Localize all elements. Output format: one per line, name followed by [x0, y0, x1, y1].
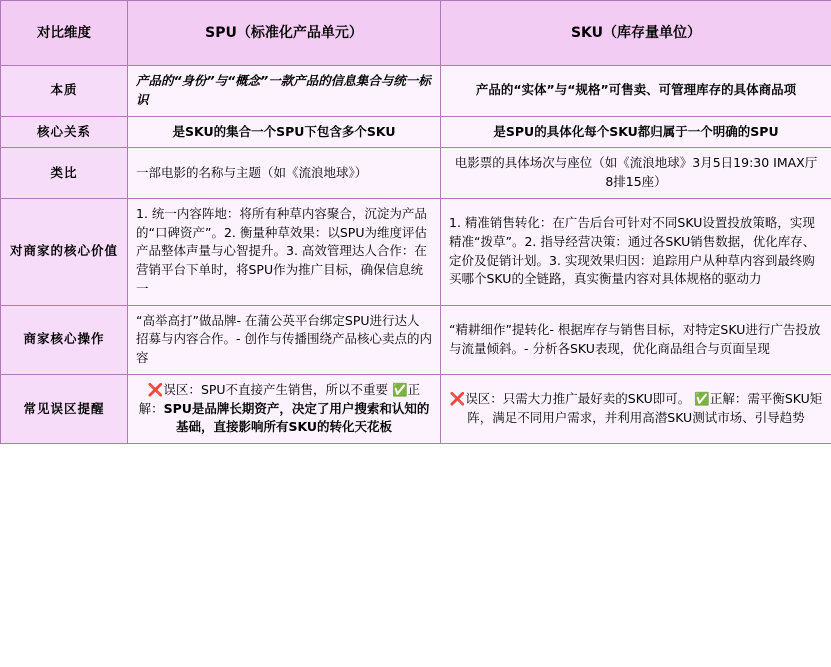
sku-correct-text: 需平衡SKU矩阵，满足不同用户需求，并利用高潜SKU测试市场、引导趋势	[467, 391, 823, 425]
table-header-row	[1, 1, 831, 66]
check-icon: ✅	[392, 381, 408, 397]
sku-mistake-text: 只需大力推广最好卖的SKU即可。	[502, 391, 691, 407]
column-header-dimension: 对比维度	[1, 1, 128, 66]
row-label-core-relation: 核心关系	[1, 116, 128, 148]
row-label-core-operation: 商家核心操作	[1, 305, 128, 374]
cell-sku-core-value: 1. 精准销售转化：在广告后台可针对不同SKU设置投放策略，实现精准“拨草”。2. 指导经营决策：通过各SKU销售数据，优化库存、定价及促销计划。3. 实现效果归因：追踪用户从种草内容到最终购买哪个SKU的全链路，真实衡量内容对具体规格的驱动力	[441, 198, 831, 305]
cell-spu-analogy: 一部电影的名称与主题（如《流浪地球》）	[128, 148, 441, 199]
spu-mistake-text: SPU不直接产生销售，所以不重要	[200, 381, 389, 397]
cell-spu-common-mistakes	[128, 374, 441, 443]
table-row	[1, 116, 831, 148]
cell-spu-core-operation: “高举高打”做品牌- 在蒲公英平台绑定SPU进行达人招募与内容合作。- 创作与传播围绕产品核心卖点的内容	[128, 305, 441, 374]
row-label-core-value: 对商家的核心价值	[1, 198, 128, 305]
table-row	[1, 305, 831, 374]
cell-sku-essence: 产品的“实体”与“规格”可售卖、可管理库存的具体商品项	[441, 66, 831, 117]
sku-mistake-label: 误区：	[465, 391, 503, 407]
cell-spu-core-relation: 是SKU的集合一个SPU下包含多个SKU	[128, 116, 441, 148]
spu-correct-text: SPU是品牌长期资产，决定了用户搜索和认知的基础，直接影响所有SKU的转化天花板	[163, 400, 430, 435]
cell-spu-essence: 产品的“身份”与“概念”一款产品的信息集合与统一标识	[128, 66, 441, 117]
table-row	[1, 374, 831, 443]
column-header-spu: SPU（标准化产品单元）	[128, 1, 441, 66]
check-icon: ✅	[694, 391, 710, 407]
row-label-analogy: 类比	[1, 148, 128, 199]
cross-icon: ❌	[449, 391, 466, 407]
row-label-essence: 本质	[1, 66, 128, 117]
table-row	[1, 66, 831, 117]
table-row	[1, 198, 831, 305]
cell-sku-common-mistakes	[441, 374, 831, 443]
spu-mistake-label: 误区：	[163, 381, 201, 397]
row-label-common-mistakes: 常见误区提醒	[1, 374, 128, 443]
cell-sku-analogy: 电影票的具体场次与座位（如《流浪地球》3月5日19:30 IMAX厅 8排15座）	[441, 148, 831, 199]
cell-spu-core-value: 1. 统一内容阵地：将所有种草内容聚合，沉淀为产品的“口碑资产”。2. 衡量种草效果：以SPU为维度评估产品整体声量与心智提升。3. 高效管理达人合作：在营销平台下单时，将SPU作为推广目标，确保信息统一	[128, 198, 441, 305]
cell-sku-core-relation: 是SPU的具体化每个SKU都归属于一个明确的SPU	[441, 116, 831, 148]
column-header-sku: SKU（库存量单位）	[441, 1, 831, 66]
spu-correct-label: 正解：	[138, 381, 421, 416]
cross-icon: ❌	[147, 381, 164, 397]
sku-correct-label: 正解：	[709, 391, 748, 407]
cell-sku-core-operation: “精耕细作”提转化- 根据库存与销售目标，对特定SKU进行广告投放与流量倾斜。- 分析各SKU表现，优化商品组合与页面呈现	[441, 305, 831, 374]
table-row	[1, 148, 831, 199]
